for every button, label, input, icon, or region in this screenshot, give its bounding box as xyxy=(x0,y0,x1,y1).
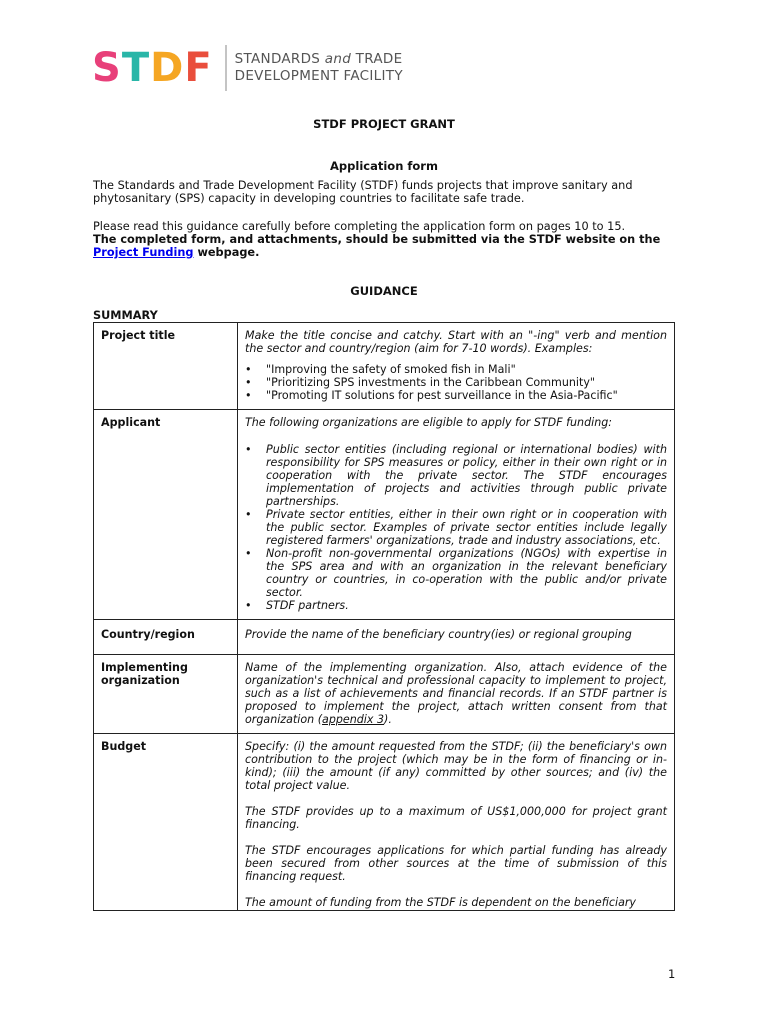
table-row xyxy=(94,655,675,734)
submission-text: The completed form, and attachments, should be submitted via the STDF website on the xyxy=(93,233,661,246)
appendix-3-link[interactable]: appendix 3 xyxy=(322,713,385,726)
row-desc-budget xyxy=(238,734,675,911)
logo-divider xyxy=(225,45,227,91)
row-desc-implementing xyxy=(238,655,675,734)
row-desc-applicant xyxy=(238,410,675,620)
logo-line1-c: TRADE xyxy=(351,51,403,67)
logo-line1-a: STANDARDS xyxy=(234,51,325,67)
row-label-budget: Budget xyxy=(94,734,238,911)
logo-letter-t: T xyxy=(121,45,151,91)
applicant-text: The following organizations are eligible to apply for STDF funding: xyxy=(245,416,613,429)
table-row xyxy=(94,620,675,655)
instructions-paragraph xyxy=(93,220,673,259)
list-item: • "Prioritizing SPS investments in the Caribbean Community" xyxy=(245,376,667,389)
logo-letter-s: S xyxy=(92,45,122,91)
list-item: • "Improving the safety of smoked fish in Mali" xyxy=(245,363,667,376)
row-desc-project-title xyxy=(238,323,675,410)
page-number: 1 xyxy=(668,967,676,981)
document-title: STDF PROJECT GRANT xyxy=(313,117,455,131)
budget-text-3: The STDF encourages applications for which partial funding has already been secured from other sources at the time of submission of this financing request. xyxy=(245,844,667,883)
list-item: • Private sector entities, either in their own right or in cooperation with the public sector. Examples of private sector entities include legally registered farmers' organizations, trade and industry associations, etc. xyxy=(245,508,667,547)
logo-letter-f: F xyxy=(184,45,213,91)
summary-table xyxy=(93,322,675,911)
project-title-examples xyxy=(245,363,667,402)
list-item: • Non-profit non-governmental organizations (NGOs) with expertise in the SPS area and with an organization in the relevant beneficiary country or countries, in co-operation with the public and/or private sector. xyxy=(245,547,667,599)
table-row xyxy=(94,323,675,410)
guidance-heading: GUIDANCE xyxy=(350,284,418,298)
row-label-applicant: Applicant xyxy=(94,410,238,620)
instructions-text: Please read this guidance carefully before completing the application form on pages 10 to 15. xyxy=(93,220,626,233)
table-row xyxy=(94,410,675,620)
project-title-text: Make the title concise and catchy. Start with an "-ing" verb and mention the sector and country/region (aim for 7-10 words). Examples: xyxy=(245,329,667,355)
row-label-project-title: Project title xyxy=(94,323,238,410)
project-funding-link[interactable]: Project Funding xyxy=(93,246,194,259)
logo-line1-b: and xyxy=(324,51,352,67)
implementing-end: ). xyxy=(384,713,392,726)
submission-end: webpage. xyxy=(193,246,260,259)
list-item: • "Promoting IT solutions for pest surveillance in the Asia-Pacific" xyxy=(245,389,667,402)
implementing-text: Name of the implementing organization. Also, attach evidence of the organization's technical and professional capacity to implement to project, such as a list of achievements and financial records. If an STDF partner is proposed to implement the project, attach written consent from that organization ( xyxy=(245,661,667,726)
budget-text-2: The STDF provides up to a maximum of US$1,000,000 for project grant financing. xyxy=(245,805,667,831)
stdf-logo xyxy=(92,46,403,90)
logo-line2: DEVELOPMENT FACILITY xyxy=(234,68,403,84)
logo-letter-d: D xyxy=(150,45,185,91)
intro-paragraph: The Standards and Trade Development Facility (STDF) funds projects that improve sanitary and phytosanitary (SPS) capacity in developing countries to facilitate safe trade. xyxy=(93,179,633,205)
table-row xyxy=(94,734,675,911)
list-item: • Public sector entities (including regional or international bodies) with responsibility for SPS measures or policy, either in their own right or in cooperation with the private sector. The STDF encourages implementation of projects and activities through public private partnerships. xyxy=(245,443,667,508)
summary-label: SUMMARY xyxy=(93,309,158,322)
list-item: • STDF partners. xyxy=(245,599,667,612)
row-label-implementing: Implementing organization xyxy=(94,655,238,734)
logo-wordmark xyxy=(235,51,403,85)
budget-text-4: The amount of funding from the STDF is dependent on the beneficiary xyxy=(245,896,636,909)
logo-letters xyxy=(92,46,213,90)
budget-text-1: Specify: (i) the amount requested from the STDF; (ii) the beneficiary's own contribution to the project (which may be in the form of financing or in-kind); (iii) the amount (if any) committed by other sources; and (iv) the total project value. xyxy=(245,740,667,792)
row-desc-country: Provide the name of the beneficiary country(ies) or regional grouping xyxy=(238,620,675,655)
submission-note xyxy=(93,233,673,259)
document-subtitle: Application form xyxy=(330,159,438,173)
applicant-list xyxy=(245,443,667,612)
row-label-country: Country/region xyxy=(94,620,238,655)
